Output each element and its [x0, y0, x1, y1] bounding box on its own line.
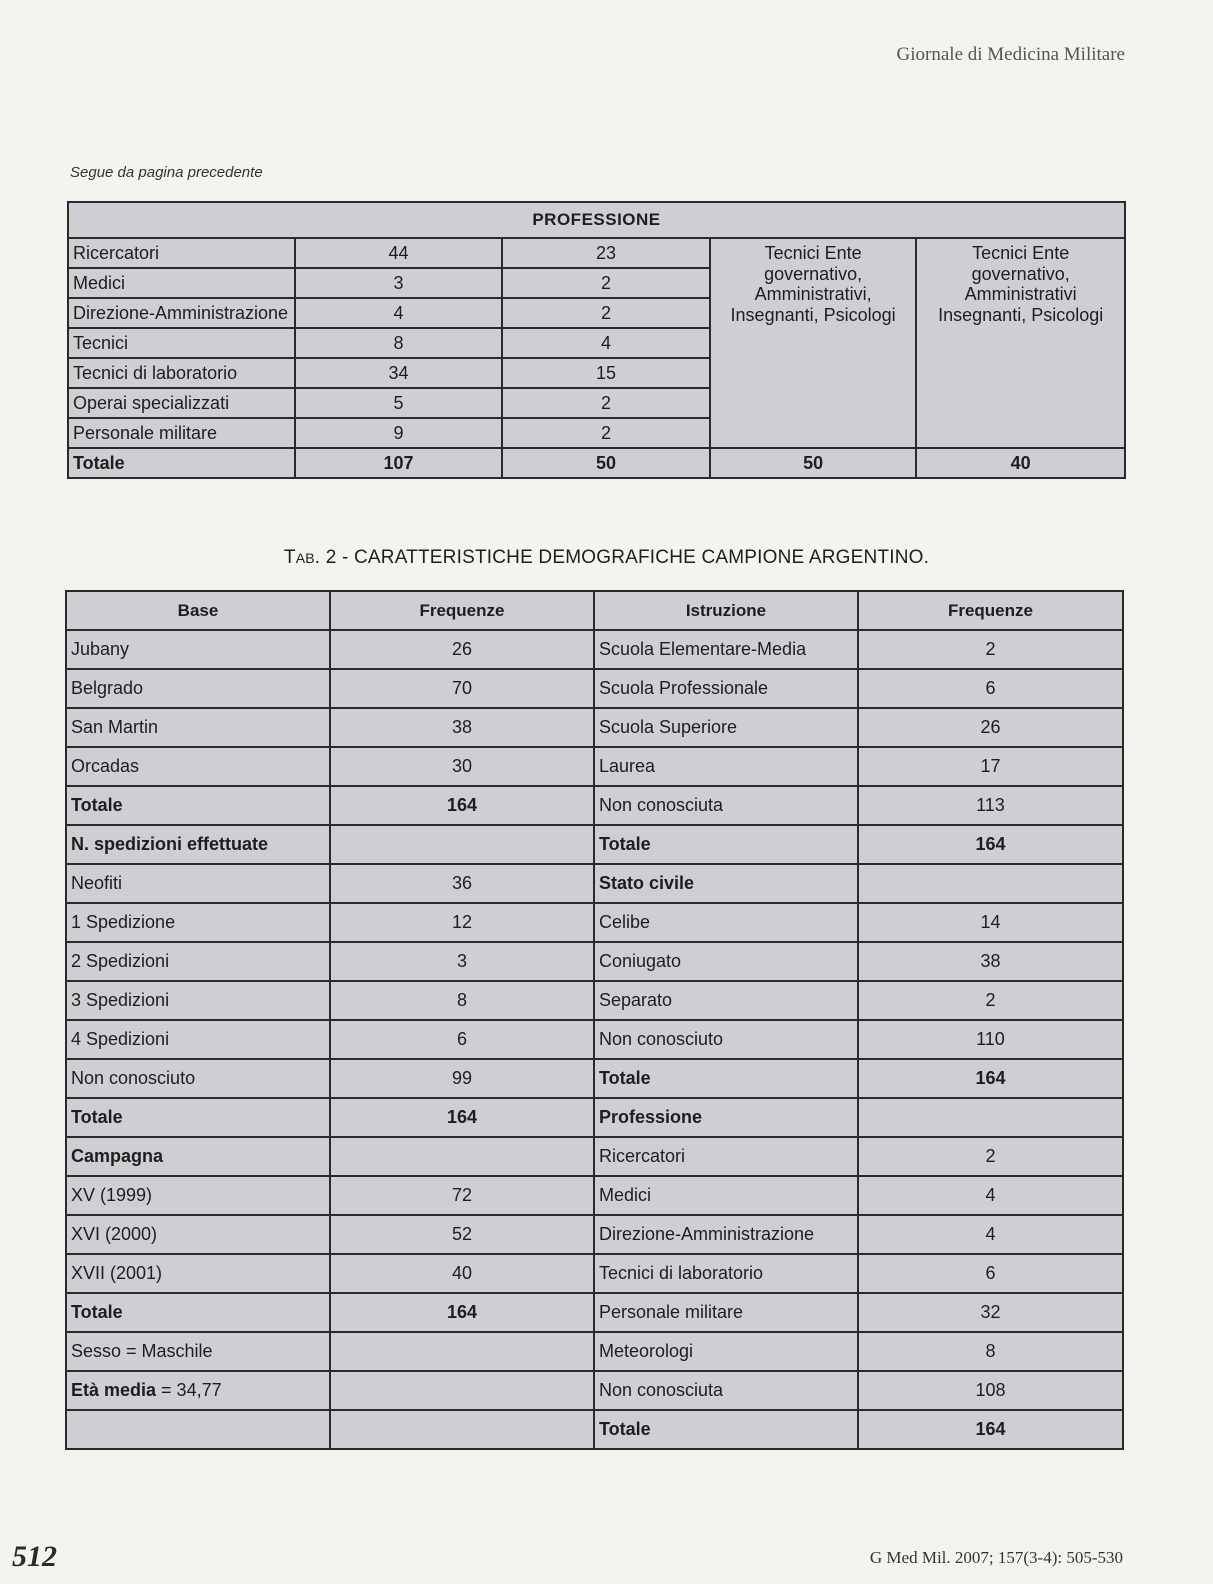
- label-cell: XVII (2001): [66, 1254, 330, 1293]
- row-label: Tecnici di laboratorio: [68, 358, 295, 388]
- row-label: Operai specializzati: [68, 388, 295, 418]
- table-row: [66, 669, 1123, 708]
- label-cell: San Martin: [66, 708, 330, 747]
- value-a: 34: [295, 358, 503, 388]
- table-row: [66, 903, 1123, 942]
- table-row: [66, 630, 1123, 669]
- table-row: [66, 1176, 1123, 1215]
- frequency-cell: 72: [330, 1176, 594, 1215]
- frequency-cell: 26: [858, 708, 1123, 747]
- value-b: 2: [502, 418, 710, 448]
- value-a: 8: [295, 328, 503, 358]
- frequency-cell: [330, 1410, 594, 1449]
- label-cell: Scuola Professionale: [594, 669, 858, 708]
- label-cell: Non conosciuto: [594, 1020, 858, 1059]
- frequency-cell: 164: [330, 1293, 594, 1332]
- frequency-cell: 99: [330, 1059, 594, 1098]
- table-row: [66, 786, 1123, 825]
- table-row: [66, 825, 1123, 864]
- frequency-cell: 6: [858, 669, 1123, 708]
- label-cell: N. spedizioni effettuate: [66, 825, 330, 864]
- table-row: [66, 1215, 1123, 1254]
- value-b: 15: [502, 358, 710, 388]
- note-c: Tecnici Ente governativo, Amministrativi, Insegnanti, Psicologi: [710, 238, 917, 448]
- row-label: Medici: [68, 268, 295, 298]
- label-cell: Neofiti: [66, 864, 330, 903]
- column-header: Frequenze: [858, 591, 1123, 630]
- journal-header: Giornale di Medicina Militare: [896, 44, 1125, 65]
- table-row: [68, 238, 1125, 268]
- total-b: 50: [502, 448, 710, 478]
- label-cell: 3 Spedizioni: [66, 981, 330, 1020]
- label-cell: Tecnici di laboratorio: [594, 1254, 858, 1293]
- column-header: Frequenze: [330, 591, 594, 630]
- label-cell: XVI (2000): [66, 1215, 330, 1254]
- citation: G Med Mil. 2007; 157(3-4): 505-530: [869, 1548, 1123, 1567]
- frequency-cell: 14: [858, 903, 1123, 942]
- row-label: Ricercatori: [68, 238, 295, 268]
- label-cell: Non conosciuta: [594, 1371, 858, 1410]
- frequency-cell: 38: [330, 708, 594, 747]
- tab-title-text: . 2 - CARATTERISTICHE DEMOGRAFICHE CAMPIONE ARGENTINO.: [314, 547, 930, 568]
- table-row: [66, 747, 1123, 786]
- label-cell: XV (1999): [66, 1176, 330, 1215]
- frequency-cell: 4: [858, 1176, 1123, 1215]
- total-c: 50: [710, 448, 917, 478]
- note-d: Tecnici Ente governativo, Amministrativi Insegnanti, Psicologi: [916, 238, 1125, 448]
- value-a: 3: [295, 268, 503, 298]
- row-label: Personale militare: [68, 418, 295, 448]
- professione-title: PROFESSIONE: [68, 202, 1125, 238]
- value-b: 2: [502, 388, 710, 418]
- label-cell: Scuola Superiore: [594, 708, 858, 747]
- table-row: [66, 1020, 1123, 1059]
- label-cell: 2 Spedizioni: [66, 942, 330, 981]
- frequency-cell: 2: [858, 630, 1123, 669]
- row-label: Direzione-Amministrazione: [68, 298, 295, 328]
- frequency-cell: [330, 1137, 594, 1176]
- label-cell: Totale: [66, 786, 330, 825]
- frequency-cell: [330, 825, 594, 864]
- frequency-cell: 40: [330, 1254, 594, 1293]
- total-d: 40: [916, 448, 1125, 478]
- value-b: 2: [502, 268, 710, 298]
- label-cell: Non conosciuta: [594, 786, 858, 825]
- frequency-cell: 2: [858, 1137, 1123, 1176]
- row-label: Tecnici: [68, 328, 295, 358]
- frequency-cell: 36: [330, 864, 594, 903]
- table-row: [66, 1254, 1123, 1293]
- table-row: [66, 864, 1123, 903]
- frequency-cell: 8: [330, 981, 594, 1020]
- frequency-cell: 8: [858, 1332, 1123, 1371]
- value-a: 44: [295, 238, 503, 268]
- frequency-cell: 30: [330, 747, 594, 786]
- frequency-cell: [858, 1098, 1123, 1137]
- value-b: 4: [502, 328, 710, 358]
- label-cell: Direzione-Amministrazione: [594, 1215, 858, 1254]
- label-cell: Totale: [594, 1410, 858, 1449]
- label-cell: Meteorologi: [594, 1332, 858, 1371]
- label-cell: Totale: [66, 1098, 330, 1137]
- table-2-title: [0, 547, 1213, 569]
- table-row: [66, 1293, 1123, 1332]
- label-cell: Laurea: [594, 747, 858, 786]
- header-row: [66, 591, 1123, 630]
- label-cell: Stato civile: [594, 864, 858, 903]
- label-cell: Totale: [66, 1293, 330, 1332]
- total-row: [68, 448, 1125, 478]
- label-cell: Non conosciuto: [66, 1059, 330, 1098]
- label-cell: Coniugato: [594, 942, 858, 981]
- label-cell: [66, 1410, 330, 1449]
- frequency-cell: 3: [330, 942, 594, 981]
- label-cell: Celibe: [594, 903, 858, 942]
- frequency-cell: 110: [858, 1020, 1123, 1059]
- frequency-cell: 113: [858, 786, 1123, 825]
- frequency-cell: 108: [858, 1371, 1123, 1410]
- total-a: 107: [295, 448, 503, 478]
- label-cell: Ricercatori: [594, 1137, 858, 1176]
- frequency-cell: 70: [330, 669, 594, 708]
- table-row: [66, 1059, 1123, 1098]
- label-cell: Totale: [594, 1059, 858, 1098]
- label-cell: Separato: [594, 981, 858, 1020]
- frequency-cell: 164: [858, 1410, 1123, 1449]
- frequency-cell: 164: [858, 1059, 1123, 1098]
- column-header: Base: [66, 591, 330, 630]
- frequency-cell: 2: [858, 981, 1123, 1020]
- continued-note: Segue da pagina precedente: [70, 164, 263, 181]
- label-cell: Medici: [594, 1176, 858, 1215]
- value-a: 5: [295, 388, 503, 418]
- table-row: [66, 1332, 1123, 1371]
- label-cell: Età media = 34,77: [66, 1371, 330, 1410]
- label-cell: Scuola Elementare-Media: [594, 630, 858, 669]
- tab-prefix-t: T: [283, 547, 296, 568]
- frequency-cell: 26: [330, 630, 594, 669]
- label-cell: Personale militare: [594, 1293, 858, 1332]
- frequency-cell: 17: [858, 747, 1123, 786]
- frequency-cell: 6: [330, 1020, 594, 1059]
- value-a: 4: [295, 298, 503, 328]
- frequency-cell: 164: [330, 1098, 594, 1137]
- frequency-cell: [330, 1371, 594, 1410]
- label-cell: 4 Spedizioni: [66, 1020, 330, 1059]
- table-row: [66, 942, 1123, 981]
- label-cell: 1 Spedizione: [66, 903, 330, 942]
- tab-prefix-ab: AB: [295, 550, 315, 566]
- frequency-cell: [330, 1332, 594, 1371]
- frequency-cell: 6: [858, 1254, 1123, 1293]
- frequency-cell: 52: [330, 1215, 594, 1254]
- frequency-cell: 38: [858, 942, 1123, 981]
- table-row: [66, 1410, 1123, 1449]
- frequency-cell: 164: [330, 786, 594, 825]
- demographics-table: [65, 590, 1124, 1450]
- table-row: [66, 708, 1123, 747]
- table-row: [66, 1371, 1123, 1410]
- label-cell: Campagna: [66, 1137, 330, 1176]
- label-cell: Totale: [594, 825, 858, 864]
- frequency-cell: [858, 864, 1123, 903]
- frequency-cell: 164: [858, 825, 1123, 864]
- professione-table: [67, 201, 1126, 479]
- label-cell: Orcadas: [66, 747, 330, 786]
- table-row: [66, 1098, 1123, 1137]
- value-a: 9: [295, 418, 503, 448]
- frequency-cell: 12: [330, 903, 594, 942]
- table-row: [66, 981, 1123, 1020]
- total-label: Totale: [68, 448, 295, 478]
- label-cell: Belgrado: [66, 669, 330, 708]
- label-cell: Sesso = Maschile: [66, 1332, 330, 1371]
- label-cell: Jubany: [66, 630, 330, 669]
- column-header: Istruzione: [594, 591, 858, 630]
- value-b: 2: [502, 298, 710, 328]
- table-row: [66, 1137, 1123, 1176]
- page-number: 512: [12, 1540, 57, 1573]
- frequency-cell: 32: [858, 1293, 1123, 1332]
- value-b: 23: [502, 238, 710, 268]
- frequency-cell: 4: [858, 1215, 1123, 1254]
- label-cell: Professione: [594, 1098, 858, 1137]
